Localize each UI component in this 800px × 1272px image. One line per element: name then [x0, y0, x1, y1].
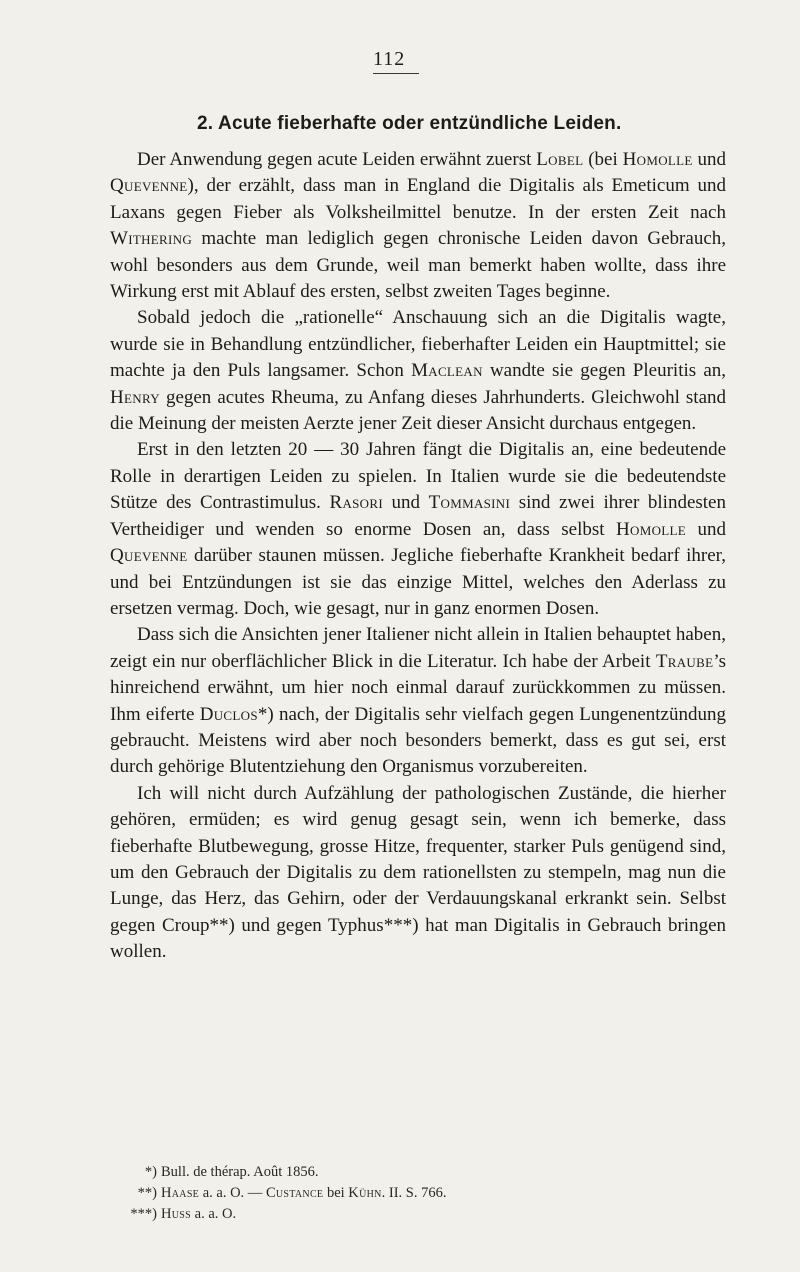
text-run: und — [382, 492, 429, 514]
footnote — [125, 1204, 685, 1225]
text-run: Sobald jedoch die „rationelle“ Anschauung sich an die Digitalis wagte, wurde sie in Behandlung entzündlicher, fieberhafter Leiden ein Hauptmittel; sie machte ja den Puls langsamer. Schon — [110, 307, 726, 382]
paragraph — [110, 622, 726, 780]
text-run: ), der erzählt, dass man in England die Digitalis als Emeticum und Laxans gegen Fieber als Volksheilmittel benutze. In der ersten Zeit nach — [110, 175, 726, 223]
author-name: Homolle — [616, 518, 687, 540]
footnote — [125, 1183, 685, 1204]
text-run: ’s hinreichend erwähnt, um hier noch einmal darauf zurückkommen zu müssen. Ihm eiferte — [110, 650, 726, 725]
text-run: a. a. O. — [191, 1206, 237, 1222]
body-text — [110, 147, 726, 966]
paragraph — [110, 781, 726, 966]
footnote-marker: ***) — [130, 1206, 157, 1222]
author-name: Homolle — [622, 149, 693, 170]
text-run: machte man lediglich gegen chronische Leiden davon Gebrauch, wohl besonders aus dem Grunde, weil man bemerkt haben wollte, dass ihre Wirkung erst mit Ablauf des ersten, selbst zweiten Tages beginne. — [110, 228, 726, 303]
author-name: Tommasini — [428, 492, 511, 514]
author-name: Quevenne — [110, 175, 188, 197]
text-run: wandte sie gegen Pleuritis an, — [482, 360, 726, 382]
text-run: bei — [323, 1185, 349, 1201]
footnote-marker: *) — [144, 1164, 157, 1180]
text-run: und — [686, 518, 727, 540]
author-name: Rasori — [329, 492, 383, 514]
author-name: Custance — [265, 1185, 324, 1201]
author-name: Henry — [110, 386, 160, 408]
text-run: (bei — [583, 149, 623, 170]
text-run: Der Anwendung gegen acute Leiden erwähnt zuerst — [137, 149, 537, 170]
author-name: Maclean — [411, 360, 483, 382]
page-number-underline — [373, 73, 419, 74]
author-name: Lobel — [536, 149, 584, 170]
section-heading — [197, 113, 621, 135]
footnotes — [125, 1162, 685, 1225]
page-number: 112 — [373, 48, 406, 70]
text-run: . II. S. 766. — [381, 1185, 447, 1201]
text-run: Erst in den letzten 20 — 30 Jahren fängt die Digitalis an, eine bedeutende Rolle in derartigen Leiden zu spielen. In Italien wurde sie die bedeutendste Stütze des Contrastimulus. — [110, 439, 726, 514]
text-run: Bull. de thérap. Août 1856. — [161, 1164, 319, 1180]
footnote — [125, 1162, 685, 1183]
author-name: Haase — [161, 1185, 200, 1201]
author-name: Withering — [110, 228, 193, 250]
text-run: Ich will nicht durch Aufzählung der pathologischen Zustände, die hierher gehören, ermüden; es wird genug gesagt sein, wenn ich bemerke, dass fieberhafte Blutbewegung, grosse Hitze, frequenter, starker Puls genügend sind, um den Gebrauch der Digitalis zu dem rationellsten zu stempeln, mag nun die Lunge, das Herz, das Gehirn, oder der Verdauungskanal erkrankt sein. Selbst gegen Croup**) und gegen Typhus***) hat man Digitalis in Gebrauch bringen wollen. — [110, 782, 726, 963]
author-name: Traube — [655, 650, 714, 672]
section-title: Acute fieberhafte oder entzündliche Leiden. — [218, 113, 622, 134]
author-name: Quevenne — [110, 545, 188, 567]
paragraph — [110, 305, 726, 437]
author-name: Huss — [161, 1206, 192, 1222]
text-run: und — [692, 149, 726, 170]
text-run: a. a. O. — — [199, 1185, 266, 1201]
text-run: gegen acutes Rheuma, zu Anfang dieses Jahrhunderts. Gleichwohl stand die Meinung der meisten Aerzte jener Zeit dieser Ansicht durchaus entgegen. — [110, 386, 726, 435]
author-name: Duclos — [199, 703, 258, 725]
text-run: Dass sich die Ansichten jener Italiener nicht allein in Italien behauptet haben, zeigt ein nur oberflächlicher Blick in die Literatur. Ich habe der Arbeit — [110, 624, 726, 672]
text-run: darüber staunen müssen. Jegliche fieberhafte Krankheit bedarf ihrer, und bei Entzündungen ist sie das einzige Mittel, welches den Aderlass zu ersetzen vermag. Doch, wie gesagt, nur in ganz enormen Dosen. — [110, 545, 726, 619]
author-name: Kühn — [348, 1185, 382, 1201]
section-number: 2. — [197, 113, 214, 134]
text-run: *) nach, der Digitalis sehr vielfach gegen Lungenentzündung gebraucht. Meistens wird aber noch besonders bemerkt, dass es gut sei, erst durch gehörige Blutentziehung den Organismus vorzubereiten. — [110, 703, 726, 778]
text-run: sind zwei ihrer blindesten Vertheidiger und wenden so enorme Dosen an, dass selbst — [110, 492, 726, 540]
paragraph — [110, 147, 726, 305]
footnote-marker: **) — [137, 1185, 157, 1201]
paragraph — [110, 437, 726, 622]
